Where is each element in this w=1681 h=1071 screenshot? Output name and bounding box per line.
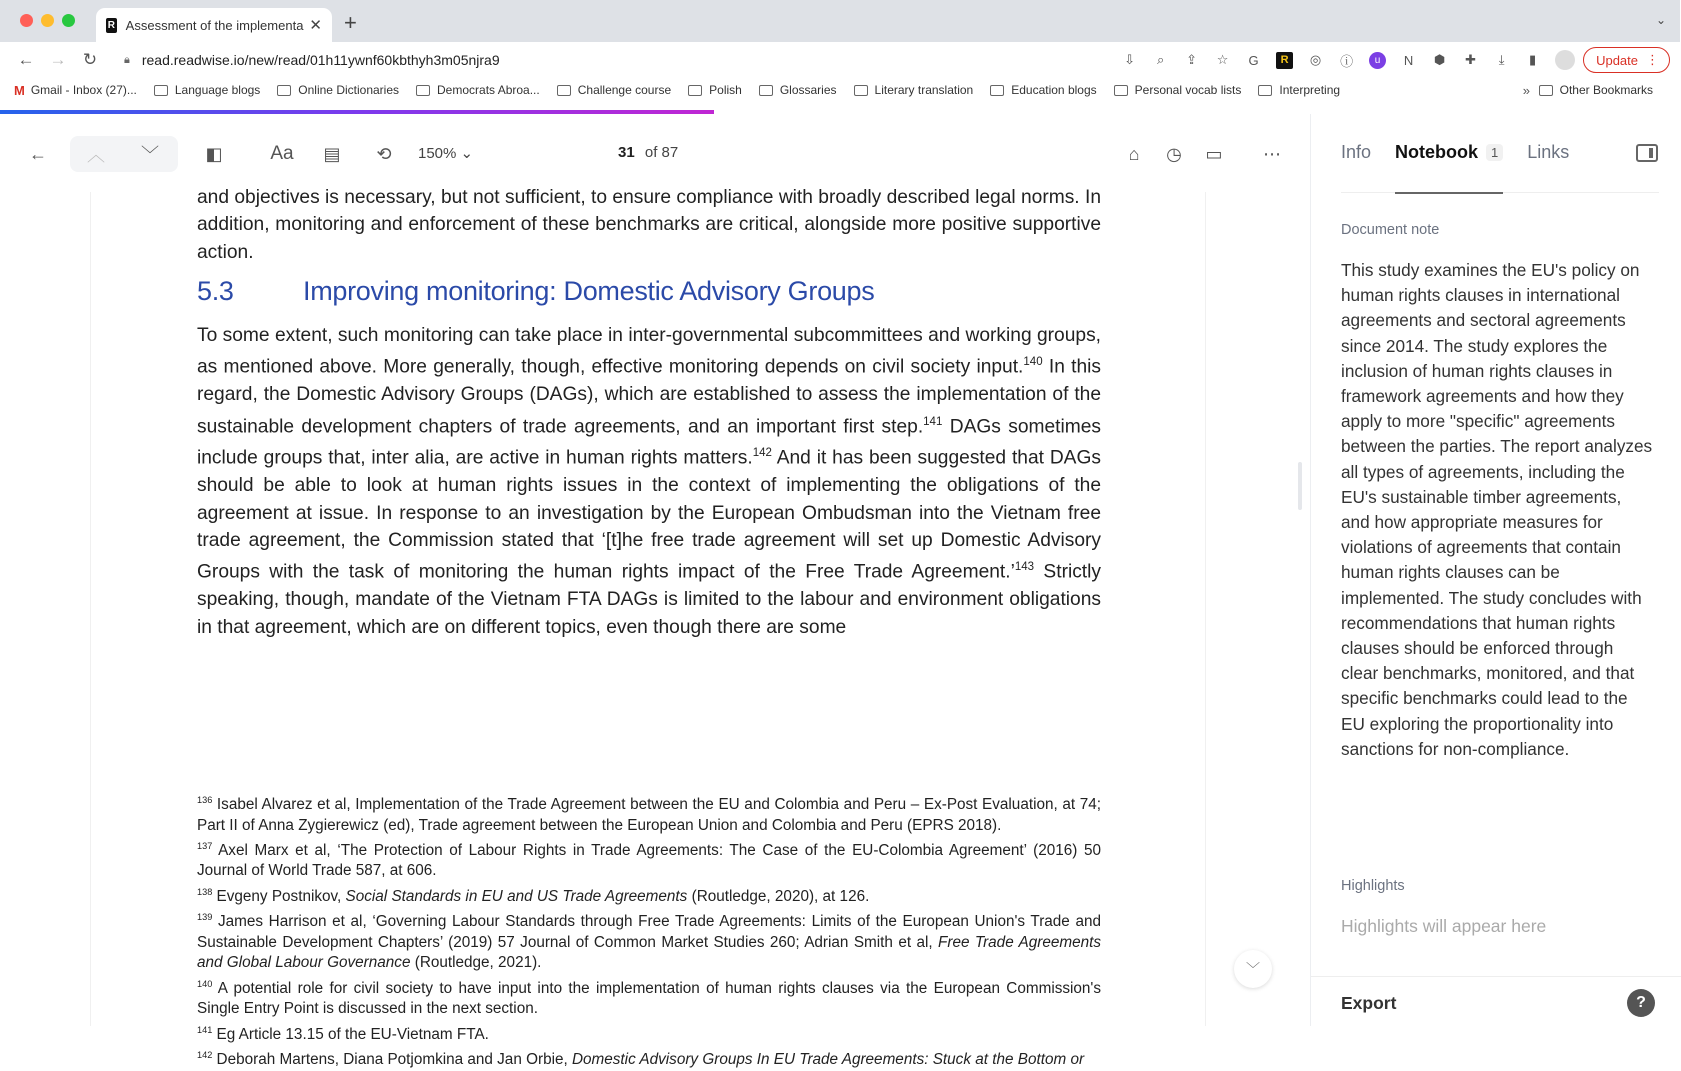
footnote-number: 136	[197, 795, 213, 805]
new-tab-icon[interactable]: +	[344, 10, 357, 35]
footnote-text: A potential role for civil society to have input into the implementation of human rights clauses via the European Commission's Single Entry Point is discussed in the next section.	[197, 979, 1101, 1018]
forward-arrow-icon[interactable]: →	[49, 50, 67, 69]
back-arrow-icon[interactable]: ←	[17, 50, 35, 69]
gmail-icon: M	[14, 82, 25, 98]
section-heading	[197, 276, 874, 307]
chevron-down-icon[interactable]: ﹀	[141, 145, 159, 165]
bookmark-item[interactable]	[1114, 83, 1242, 97]
footnote	[197, 974, 1101, 1020]
extension-info-icon[interactable]: ⓘ	[1340, 53, 1354, 69]
bookmark-label: Education blogs	[1011, 83, 1097, 97]
paragraph-text: Strictly speaking, though, mandate of the Vietnam FTA DAGs is limited to the labour and environment obligations in that agreement, which are on different topics, even though there are some	[197, 561, 1101, 638]
bookmark-label: Literary translation	[874, 83, 974, 97]
bookmark-item[interactable]	[557, 83, 671, 97]
url-text: read.readwise.io/new/read/01h11ywnf60kbthyh3m05njra9	[141, 52, 500, 68]
extension-icons	[1121, 50, 1575, 70]
folder-icon	[688, 85, 702, 96]
zoom-icon[interactable]: ⌕	[1156, 52, 1165, 67]
footnote-number: 138	[197, 886, 213, 897]
body-paragraph-top: and objectives is necessary, but not sufficient, to ensure compliance with broadly described legal norms. In addition, monitoring and enforcement of these benchmarks are critical, alongside more positive supportive action.	[197, 187, 1101, 263]
footnote	[197, 1045, 1101, 1071]
footnote-ref[interactable]: 143	[1014, 561, 1035, 574]
minimize-window-button[interactable]	[41, 14, 54, 27]
scroll-down-chevron-icon[interactable]: ﹀	[1234, 950, 1272, 988]
folder-icon	[154, 85, 168, 96]
paragraph-text: To some extent, such monitoring can take place in inter-governmental subcommittees and working groups, as mentioned above. More generally, though, effective monitoring depends on civil society input.	[197, 325, 1101, 378]
translate-icon[interactable]: G	[1248, 52, 1259, 68]
bookmark-item[interactable]	[14, 83, 137, 98]
update-button[interactable]	[1583, 47, 1670, 73]
bookmark-item[interactable]	[688, 83, 742, 97]
reader-view	[0, 114, 1680, 1069]
footnote	[197, 836, 1101, 882]
footnote-title-italic: Free Trade Agreements and Global Labour Governance	[197, 933, 1102, 972]
section-number: 5.3	[197, 276, 234, 306]
other-bookmarks-label: Other Bookmarks	[1559, 83, 1653, 97]
bookmark-label: Personal vocab lists	[1134, 83, 1242, 97]
paragraph-text: And it has been suggested that DAGs should be able to look at human rights issues in the context of implementing the obligations of the agreement at issue. In response to an investigation by the European Ombudsman into the Vietnam free trade agreement, the Commission stated that ‘[t]he free trade agreement will set up Domestic Advisory Groups with the task of monitoring the human rights impact of the Free Trade Agreement.’	[197, 447, 1101, 583]
footnote-ref[interactable]: 142	[752, 447, 772, 460]
footnote-text: James Harrison et al, ‘Governing Labour Standards through Free Trade Agreements: Limits of the European Union's Trade and Sustainable Development Chapters’ (2019) 57 Journal of Common Market Studies 260; Adrian Smith et al,	[197, 913, 1101, 951]
extension-purple-icon[interactable]: u	[1369, 52, 1386, 69]
typography-icon[interactable]: Aa	[270, 143, 294, 164]
help-button[interactable]: ?	[1627, 989, 1655, 1017]
toggle-left-panel-icon[interactable]: ◧	[205, 143, 223, 164]
back-arrow-icon[interactable]: ←	[29, 143, 47, 164]
footnote-text: Eg Article 13.15 of the EU-Vietnam FTA.	[212, 1025, 489, 1043]
document-note-text[interactable]: This study examines the EU's policy on human rights clauses in international agreements and sectoral agreements since 2014. The study explores the inclusion of human rights clauses in framework agreements and how they apply to more "specific" agreements between the parties. The report analyzes all types of agreements, including the EU's sustainable timber agreements, and how appropriate measures for violations of agreements that contain human rights clauses can be implemented. The study concludes with recommendations that human rights clauses should be enforced through clear benchmarks, monitored, and that specific benchmarks could lead to the EU exploring the proportionality into sanctions for non-compliance.	[1341, 260, 1653, 759]
folder-icon	[1539, 85, 1553, 96]
bookmarks-overflow-button[interactable]: »	[1522, 82, 1530, 98]
footnote-text: Deborah Martens, Diana Potjomkina and Jan Orbie,	[212, 1051, 572, 1069]
footnote-number: 142	[197, 1050, 213, 1061]
extension-hex-icon[interactable]: ⬢	[1433, 52, 1446, 67]
bookmark-item[interactable]	[1258, 83, 1340, 97]
tab-label: Notebook	[1395, 142, 1479, 162]
update-label: Update	[1596, 52, 1638, 68]
footnote-ref[interactable]: 141	[923, 415, 943, 428]
chevron-down-icon: ⌄	[460, 145, 474, 162]
bookmark-item[interactable]	[416, 83, 540, 97]
paragraph-text: DAGs sometimes include groups that, inter alia, are active in human rights matters.	[197, 416, 1101, 469]
footnote-number: 140	[197, 978, 213, 989]
tab-label: Links	[1527, 142, 1570, 162]
browser-tab-active[interactable]	[96, 8, 332, 42]
page-indicator	[618, 144, 678, 161]
tab-notebook[interactable]	[1395, 142, 1503, 163]
browser-tab-bar	[0, 0, 1680, 42]
bookmark-label: Language blogs	[174, 83, 261, 97]
highlights-empty-text: Highlights will appear here	[1341, 916, 1547, 936]
page-total: of 87	[644, 144, 679, 161]
active-tab-underline	[1395, 192, 1503, 194]
bookmark-star-icon[interactable]: ☆	[1216, 52, 1229, 67]
bookmark-label: Online Dictionaries	[298, 83, 400, 97]
folder-icon	[416, 85, 430, 96]
downloads-icon[interactable]: ⤓	[1498, 52, 1505, 67]
tab-info[interactable]	[1341, 142, 1371, 163]
zoom-select[interactable]	[418, 144, 473, 162]
document-page	[90, 187, 1206, 1069]
folder-icon	[1258, 85, 1272, 96]
footnote-text: Axel Marx et al, ‘The Protection of Labour Rights in Trade Agreements: The Case of the EU-Colombia Agreement’ (2016) 50 Journal of World Trade 587, at 606.	[197, 842, 1101, 880]
tab-links[interactable]	[1527, 142, 1569, 163]
bookmark-item[interactable]	[154, 83, 260, 97]
panel-footer	[1311, 976, 1681, 1026]
inbox-icon[interactable]: ⌂	[1128, 143, 1140, 164]
document-note-label: Document note	[1341, 222, 1440, 238]
body-paragraph	[197, 322, 1101, 641]
highlights-label: Highlights	[1341, 878, 1405, 894]
other-bookmarks[interactable]	[1539, 83, 1653, 97]
section-title: Improving monitoring: Domestic Advisory Groups	[303, 276, 875, 306]
collapse-panel-icon[interactable]	[1636, 144, 1658, 162]
footnote-ref[interactable]: 140	[1023, 356, 1043, 369]
footnote-text: (Routledge, 2021).	[410, 954, 542, 972]
bookmark-label: Interpreting	[1279, 83, 1341, 97]
chevron-up-icon[interactable]: ︿	[87, 145, 105, 165]
bookmarks-bar	[0, 78, 1680, 102]
footnote	[197, 907, 1101, 973]
footnote-text: Evgeny Postnikov,	[212, 887, 346, 905]
maximize-window-button[interactable]	[62, 14, 75, 27]
footnote-title-italic: Social Standards in EU and US Trade Agreements	[345, 887, 688, 905]
folder-icon	[990, 85, 1004, 96]
footnote-title-italic: Domestic Advisory Groups In EU Trade Agreements: Stuck at the Bottom or	[571, 1051, 1085, 1069]
rotate-icon[interactable]: ⟲	[376, 143, 392, 164]
right-panel	[1310, 114, 1680, 1026]
profile-avatar[interactable]	[1555, 50, 1575, 70]
footnotes	[197, 790, 1101, 1071]
bookmark-label: Gmail - Inbox (27)...	[30, 83, 137, 97]
folder-icon	[854, 85, 868, 96]
panel-tabs	[1341, 142, 1593, 163]
page-current[interactable]: 31	[618, 144, 635, 161]
folder-icon	[277, 85, 291, 96]
folder-icon	[759, 85, 773, 96]
tab-title: Assessment of the implementa	[125, 17, 304, 33]
more-vert-icon: ⋮	[1646, 52, 1659, 67]
folder-icon	[557, 85, 571, 96]
extension-globe-icon[interactable]: ◎	[1309, 52, 1322, 67]
document-view-icon[interactable]: ▤	[323, 143, 341, 164]
readwise-favicon-icon: R	[107, 19, 115, 31]
later-clock-icon[interactable]: ◷	[1166, 143, 1182, 164]
address-bar[interactable]	[114, 46, 1113, 74]
footnote-number: 139	[197, 912, 213, 923]
browser-toolbar	[0, 42, 1680, 78]
bookmark-item[interactable]	[759, 83, 837, 97]
bookmark-label: Glossaries	[779, 83, 837, 97]
bookmark-label: Democrats Abroa...	[437, 83, 540, 97]
bookmark-item[interactable]	[854, 83, 974, 97]
export-button[interactable]: Export	[1341, 993, 1397, 1013]
bookmark-label: Challenge course	[577, 83, 672, 97]
lock-icon: 🔒︎	[124, 53, 130, 66]
footnote-text: (Routledge, 2020), at 126.	[687, 887, 870, 905]
footnote-number: 137	[197, 840, 213, 851]
bookmark-item[interactable]	[990, 83, 1096, 97]
side-panel-icon[interactable]: ▮	[1529, 52, 1537, 67]
close-window-button[interactable]	[20, 14, 33, 27]
tab-search-chevron-icon[interactable]: ⌄	[1655, 13, 1666, 27]
footnote-number: 141	[197, 1024, 213, 1035]
readwise-extension-icon[interactable]: R	[1276, 52, 1293, 69]
scrollbar-thumb[interactable]	[1298, 462, 1302, 510]
archive-icon[interactable]: ▭	[1205, 143, 1223, 164]
more-options-icon[interactable]: ⋯	[1263, 143, 1281, 164]
paragraph-text: In this regard, the Domestic Advisory Groups (DAGs), which are established to assess the implementation of the sustainable development chapters of trade agreements, and an important first step.	[197, 356, 1101, 437]
reader-toolbar	[0, 114, 1310, 192]
extensions-puzzle-icon[interactable]: ✚	[1465, 52, 1477, 67]
footnote	[197, 1020, 1101, 1046]
zoom-value: 150%	[418, 145, 457, 162]
bookmark-label: Polish	[709, 83, 742, 97]
footnote	[197, 790, 1101, 836]
footnote-text: Isabel Alvarez et al, Implementation of the Trade Agreement between the EU and Colombia and Peru – Ex-Post Evaluation, at 74; Part II of Anna Zygierewicz (ed), Trade agreement between the European Union and Colombia and Peru (EPRS 2018).	[197, 796, 1101, 834]
folder-icon	[1114, 85, 1128, 96]
share-icon[interactable]: ⇪	[1186, 52, 1198, 67]
window-controls	[20, 14, 75, 27]
close-tab-icon[interactable]: ✕	[309, 17, 322, 34]
notion-icon[interactable]: N	[1403, 52, 1414, 68]
footnote	[197, 882, 1101, 908]
tab-count-badge: 1	[1486, 144, 1503, 161]
install-icon[interactable]: ⇩	[1124, 52, 1136, 67]
tab-label: Info	[1341, 142, 1372, 162]
reload-icon[interactable]: ↻	[82, 50, 98, 69]
bookmark-item[interactable]	[277, 83, 399, 97]
